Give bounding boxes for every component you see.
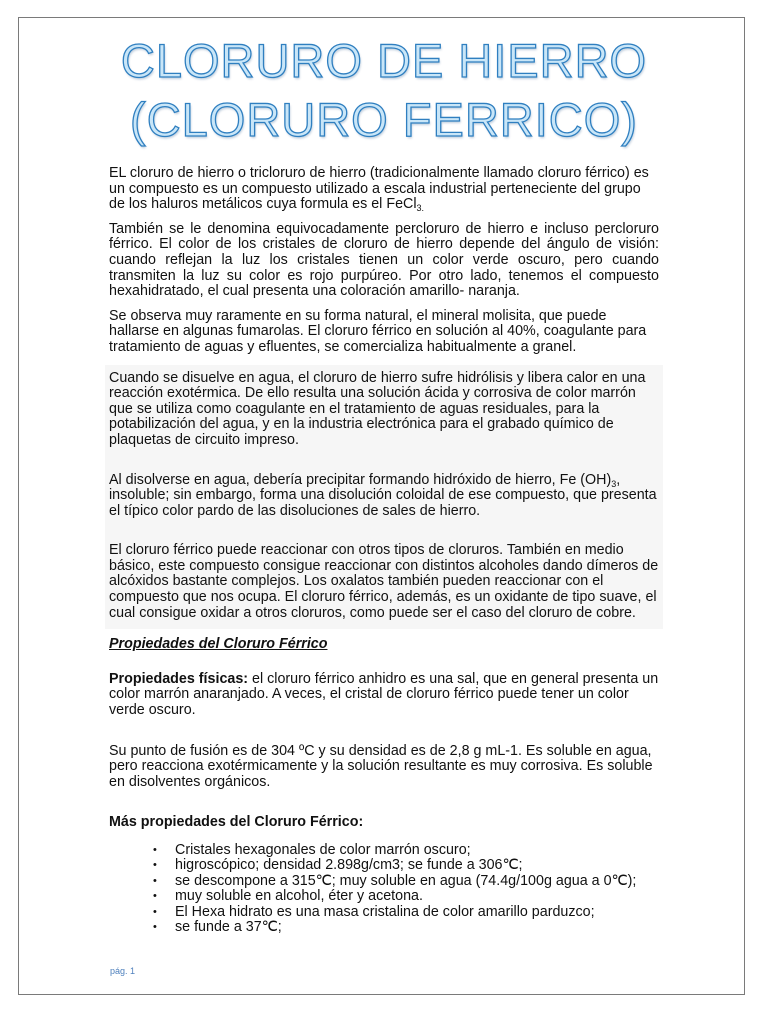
formula-subscript: 3. [416,203,425,214]
more-properties-heading: Más propiedades del Cloruro Férrico: [109,814,364,831]
label-propiedades-fisicas: Propiedades físicas: [109,670,249,687]
document-body [109,166,659,935]
properties-list [109,843,659,935]
paragraph-reacciones: El cloruro férrico puede reaccionar con otros tipos de cloruros. También en medio básico, este compuesto consigue reaccionar con distintos alcoholes dando dímeros de alcóxidos bastante complejos. Los oxalatos también pueden reaccionar con el compuesto que nos ocupa. El cloruro férrico, además, es un oxidante de tipo suave, el cual consigue oxidar a otros cloruros, como puede ser el caso del cloruro de cobre. [109,542,659,621]
list-item: • se descompone a 315℃; muy soluble en agua (74.4g/100g agua a 0℃); [153,874,659,889]
list-item: • muy soluble en alcohol, éter y acetona. [153,889,659,904]
section-heading-propiedades: Propiedades del Cloruro Férrico [109,636,328,653]
page-number: pág. 1 [110,966,136,976]
list-item: • se funde a 37℃; [153,920,659,935]
paragraph-punto-fusion: Su punto de fusión es de 304 ºC y su densidad es de 2,8 g mL-1. Es soluble en agua, pero reacciona exotérmicamente y la solución resultante es muy corrosiva. Es soluble en disolventes orgánicos. [109,742,653,790]
title-line-1: CLORURO DE HIERRO [120,34,648,87]
paragraph-hidroxido: Al disolverse en agua, debería precipitar formando hidróxido de hierro, Fe $(OH)_3$, insoluble; sin embargo, forma una disolución coloidal de ese compuesto, que presenta el típico color pardo de las disoluciones de sales de hierro. [109,471,657,519]
paragraph-denominacion: También se le denomina equivocadamente percloruro de hierro e incluso percloruro férrico. El color de los cristales de cloruro de hierro depende del ángulo de visión: cuando reflejan la luz los cristales tienen un color verde oscuro, pero cuando transmiten la luz su color es rojo purpúreo. Por otro lado, tenemos el compuesto hexahidratado, el cual presenta una coloración amarillo- naranja. [109,220,659,300]
title-line-2: (CLORURO FERRICO) [130,93,638,146]
list-item: • higroscópico; densidad 2.898g/cm3; se funde a 306℃; [153,858,659,873]
paragraph-disolucion: Cuando se disuelve en agua, el cloruro de hierro sufre hidrólisis y libera calor en una reacción exotérmica. De ello resulta una solución ácida y corrosiva de color marrón que se utiliza como coagulante en el tratamiento de aguas residuales, para la potabilización del agua, y en la industria electrónica para el grabado químico de plaquetas de circuito impreso. [109,369,646,448]
paragraph-propiedades-fisicas: Propiedades físicas: el cloruro férrico anhidro es una sal, que en general presenta un color marrón anaranjado. A veces, el cristal de cloruro férrico puede tener un color verde oscuro. [109,670,659,719]
list-item: • El Hexa hidrato es una masa cristalina de color amarillo parduzco; [153,905,659,920]
hydroxide-subscript: 3 [611,478,617,489]
shaded-block [105,365,663,630]
paragraph-intro: EL cloruro de hierro o tricloruro de hierro (tradicionalmente llamado cloruro férrico) es un compuesto es un compuesto utilizado a escala industrial perteneciente del grupo de los haluros metálicos cuya formula es el FeCl$_{3.}$ [109,165,649,214]
list-item: • Cristales hexagonales de color marrón oscuro; [153,843,659,858]
paragraph-molisita: Se observa muy raramente en su forma natural, el mineral molisita, que puede hallarse en algunas fumarolas. El cloruro férrico en solución al 40%, coagulante para tratamiento de aguas y efluentes, se comercializa habitualmente a granel. [109,307,647,355]
